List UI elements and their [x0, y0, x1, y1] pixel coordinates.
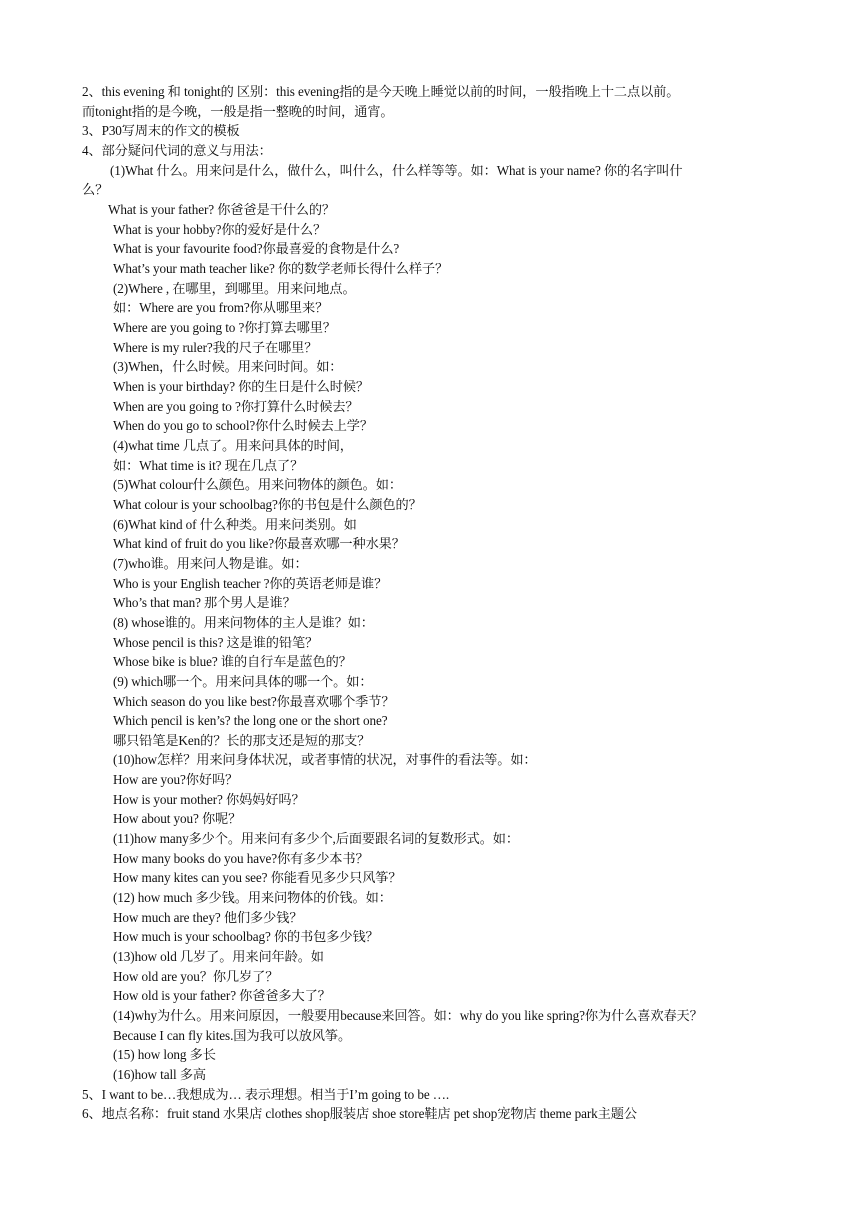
text-line: Who’s that man? 那个男人是谁？: [113, 595, 296, 610]
text-line: What’s your math teacher like? 你的数学老师长得什么样子？: [113, 261, 449, 276]
text-line: 么？: [82, 182, 109, 197]
text-line: 如：Where are you from?你从哪里来？: [113, 300, 329, 315]
text-line: Who is your English teacher ?你的英语老师是谁？: [113, 576, 388, 591]
text-line: How much is your schoolbag? 你的书包多少钱？: [113, 929, 379, 944]
text-line: When is your birthday? 你的生日是什么时候？: [113, 379, 370, 394]
text-line: (8) whose谁的。用来问物体的主人是谁？如：: [113, 615, 374, 630]
text-line: (4)what time 几点了。用来问具体的时间，: [113, 438, 353, 453]
text-line: Where is my ruler?我的尺子在哪里？: [113, 340, 318, 355]
text-line: Whose pencil is this? 这是谁的铅笔？: [113, 635, 319, 650]
text-line: 6、地点名称：fruit stand 水果店 clothes shop服装店 shoe store鞋店 pet shop宠物店 theme park主题公: [82, 1106, 637, 1121]
text-line: 而tonight指的是今晚，一般是指一整晚的时间，通宵。: [82, 104, 394, 119]
text-line: (11)how many多少个。用来问有多少个,后面要跟名词的复数形式。如：: [113, 831, 519, 846]
text-line: (6)What kind of 什么种类。用来问类别。如: [113, 517, 357, 532]
text-line: What kind of fruit do you like?你最喜欢哪一种水果？: [113, 536, 405, 551]
text-line: How is your mother? 你妈妈好吗？: [113, 792, 305, 807]
text-line: 3、P30写周末的作文的模板: [82, 123, 240, 138]
text-line: (2)Where , 在哪里，到哪里。用来问地点。: [113, 281, 356, 296]
text-line: (7)who谁。用来问人物是谁。如：: [113, 556, 308, 571]
text-line: How much are they? 他们多少钱？: [113, 910, 303, 925]
text-line: 哪只铅笔是Ken的？长的那支还是短的那支？: [113, 733, 371, 748]
text-line: 2、this evening 和 tonight的 区别：this evening指的是今天晚上睡觉以前的时间，一般指晚上十二点以前。: [82, 84, 680, 99]
text-line: (9) which哪一个。用来问具体的哪一个。如：: [113, 674, 373, 689]
text-line: (5)What colour什么颜色。用来问物体的颜色。如：: [113, 477, 402, 492]
text-line: (16)how tall 多高: [113, 1067, 206, 1082]
text-line: Which season do you like best?你最喜欢哪个季节？: [113, 694, 395, 709]
text-line: (14)why为什么。用来问原因，一般要用because来回答。如：why do you like spring?你为什么喜欢春天？: [113, 1008, 703, 1023]
text-line: (13)how old 几岁了。用来问年龄。如: [113, 949, 324, 964]
text-line: 5、I want to be…我想成为… 表示理想。相当于I’m going to be ….: [82, 1087, 450, 1102]
text-line: What is your favourite food?你最喜爱的食物是什么?: [113, 241, 400, 256]
text-line: How are you?你好吗？: [113, 772, 239, 787]
text-line: (10)how怎样？用来问身体状况，或者事情的状况，对事件的看法等。如：: [113, 752, 537, 767]
text-line: (1)What 什么。用来问是什么，做什么，叫什么，什么样等等。如：What is your name? 你的名字叫什: [110, 163, 683, 178]
text-line: 4、部分疑问代词的意义与用法：: [82, 143, 272, 158]
text-line: When do you go to school?你什么时候去上学？: [113, 418, 373, 433]
text-line: When are you going to ?你打算什么时候去？: [113, 399, 359, 414]
text-line: What is your hobby?你的爱好是什么？: [113, 222, 327, 237]
text-line: Because I can fly kites.国为我可以放风筝。: [113, 1028, 352, 1043]
text-line: How many books do you have?你有多少本书？: [113, 851, 369, 866]
text-line: (12) how much 多少钱。用来问物体的价钱。如：: [113, 890, 392, 905]
text-line: How old is your father? 你爸爸多大了？: [113, 988, 331, 1003]
text-line: What is your father? 你爸爸是干什么的？: [108, 202, 336, 217]
text-line: (15) how long 多长: [113, 1047, 216, 1062]
text-line: How about you? 你呢？: [113, 811, 242, 826]
text-line: 如：What time is it? 现在几点了？: [113, 458, 304, 473]
text-line: Which pencil is ken’s? the long one or the short one?: [113, 713, 388, 728]
text-line: What colour is your schoolbag?你的书包是什么颜色的？: [113, 497, 422, 512]
text-line: How old are you？你几岁了？: [113, 969, 279, 984]
text-line: How many kites can you see? 你能看见多少只风筝？: [113, 870, 402, 885]
text-line: Whose bike is blue? 谁的自行车是蓝色的？: [113, 654, 352, 669]
text-line: Where are you going to ?你打算去哪里？: [113, 320, 336, 335]
text-line: (3)When，什么时候。用来问时间。如：: [113, 359, 343, 374]
